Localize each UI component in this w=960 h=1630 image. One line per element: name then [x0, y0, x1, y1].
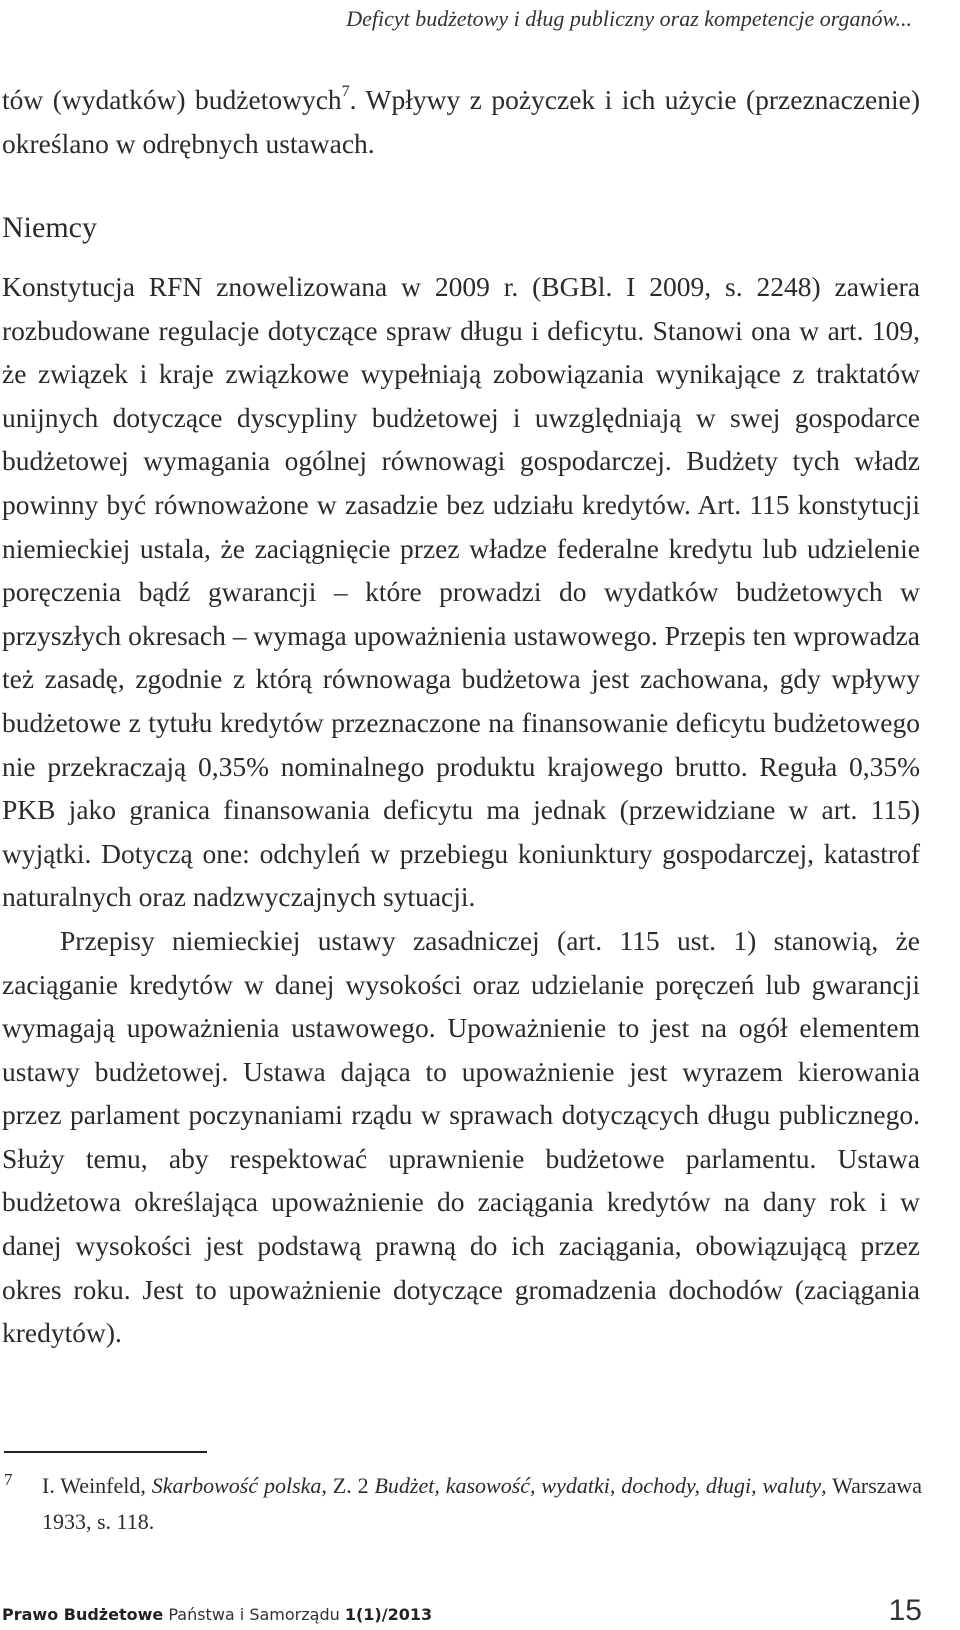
journal-name [2, 1605, 432, 1624]
journal-issue: 1(1)/2013 [344, 1605, 433, 1624]
footnote [4, 1468, 922, 1540]
page-number: 15 [888, 1594, 922, 1627]
footnote-divider [4, 1451, 207, 1453]
footnote-reference[interactable]: 7 [341, 82, 350, 100]
footnote-author: I. Weinfeld, [42, 1473, 152, 1498]
page-footer [0, 1590, 960, 1630]
paragraph-text: . Wpływy z pożyczek i ich użycie (przeznaczenie) określano w odrębnych ustawach. [2, 84, 920, 159]
footnote-subtitle: Budżet, kasowość, wydatki, dochody, długi, waluty [374, 1473, 822, 1498]
running-header: Deficyt budżetowy i dług publiczny oraz kompetencje organów... [346, 6, 912, 31]
section [2, 206, 920, 249]
journal-brand: Prawo Budżetowe [2, 1605, 164, 1624]
paragraph-continuation [2, 78, 920, 165]
section-heading: Niemcy [2, 211, 97, 244]
footnote-text [42, 1468, 922, 1540]
section-body [2, 265, 920, 1355]
journal-subtitle: Państwa i Samorządu [168, 1605, 340, 1624]
footnote-mark: 7 [4, 1470, 13, 1489]
footnote-title: Skarbowość polska [151, 1473, 322, 1498]
footnote-middle: , Z. 2 [321, 1473, 375, 1498]
paragraph-text: tów (wydatków) budżetowych [2, 84, 342, 115]
paragraph: Przepisy niemieckiej ustawy zasadniczej (art. 115 ust. 1) stanowią, że zaciąganie kredytów w danej wysokości oraz udzielanie poręczeń lub gwarancji wymagają upoważnienia ustawowego. Upoważnienie to jest na ogół elementem ustawy budżetowej. Ustawa dająca to upoważnienie jest wyrazem kierowania przez parlament poczynaniami rządu w sprawach dotyczących długu publicznego. Służy temu, aby respektować uprawnienie budżetowe parlamentu. Ustawa budżetowa określająca upoważnienie do zaciągania kredytów na dany rok i w danej wysokości jest podstawą prawną do ich zaciągania, obowiązującą przez okres roku. Jest to upoważnienie dotyczące gromadzenia dochodów (zaciągania kredytów). [2, 924, 920, 1349]
page-body [2, 78, 920, 165]
footnote-end: , Warszawa 1933, s. 118. [42, 1473, 922, 1534]
paragraph: Konstytucja RFN znowelizowana w 2009 r. (BGBl. I 2009, s. 2248) zawiera rozbudowane regulacje dotyczące spraw długu i deficytu. Stanowi ona w art. 109, że związek i kraje związkowe wypełniają zobowiązania wynikające z traktatów unijnych dotyczące dyscypliny budżetowej i uwzględniają w swej gospodarce budżetowej wymagania ogólnej równowagi gospodarczej. Budżety tych władz powinny być równoważone w zasadzie bez udziału kredytów. Art. 115 konstytucji niemieckiej ustala, że zaciągnięcie przez władze federalne kredytu lub udzielenie poręczenia bądź gwarancji – które prowadzi do wydatków budżetowych w przyszłych okresach – wymaga upoważnienia ustawowego. Przepis ten wprowadza też zasadę, zgodnie z którą równowaga budżetowa jest zachowana, gdy wpływy budżetowe z tytułu kredytów przeznaczone na finansowanie deficytu budżetowego nie przekraczają 0,35% nominalnego produktu krajowego brutto. Reguła 0,35% PKB jako granica finansowania deficytu ma jednak (przewidziane w art. 115) wyjątki. Dotyczą one: odchyleń w przebiegu koniunktury gospodarczej, katastrof naturalnych oraz nadzwyczajnych sytuacji. [2, 271, 920, 913]
